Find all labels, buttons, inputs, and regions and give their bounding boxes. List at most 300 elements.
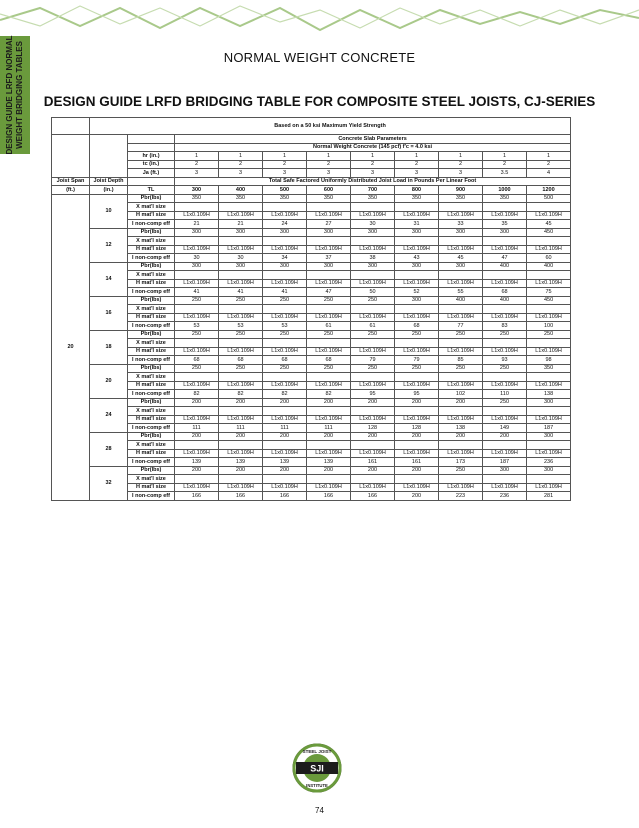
joist-depth-value: 18 xyxy=(90,330,128,364)
data-cell: L1x0.109H xyxy=(307,483,351,492)
data-cell xyxy=(219,339,263,348)
param-value: 2 xyxy=(351,160,395,169)
data-cell: 111 xyxy=(219,424,263,433)
data-cell: L1x0.109H xyxy=(483,381,527,390)
data-cell xyxy=(307,237,351,246)
data-cell: L1x0.109H xyxy=(351,415,395,424)
param-value: 3 xyxy=(351,169,395,178)
data-cell: L1x0.109H xyxy=(439,381,483,390)
data-cell: 75 xyxy=(527,288,571,297)
tl-value: 300 xyxy=(175,186,219,195)
data-cell: 50 xyxy=(351,288,395,297)
data-cell xyxy=(439,203,483,212)
row-label: I non-comp eff xyxy=(128,390,175,399)
data-cell xyxy=(483,271,527,280)
data-cell: L1x0.109H xyxy=(483,245,527,254)
data-cell: 139 xyxy=(263,458,307,467)
joist-depth-value: 24 xyxy=(90,398,128,432)
data-cell: L1x0.109H xyxy=(527,483,571,492)
data-cell: L1x0.109H xyxy=(527,245,571,254)
param-value: 3 xyxy=(395,169,439,178)
data-cell xyxy=(351,475,395,484)
table-row xyxy=(52,254,571,263)
data-cell xyxy=(439,339,483,348)
data-cell: 350 xyxy=(527,364,571,373)
data-cell: 281 xyxy=(527,492,571,501)
row-label: X mat'l size xyxy=(128,305,175,314)
data-cell: L1x0.109H xyxy=(351,449,395,458)
param-value: 1 xyxy=(307,152,351,161)
data-cell: 200 xyxy=(395,466,439,475)
data-cell xyxy=(263,237,307,246)
table-row xyxy=(52,415,571,424)
data-cell: 200 xyxy=(219,466,263,475)
page-number: 74 xyxy=(315,806,324,815)
data-cell: L1x0.109H xyxy=(395,245,439,254)
data-cell: 161 xyxy=(395,458,439,467)
param-value: 2 xyxy=(483,160,527,169)
data-cell: 250 xyxy=(263,330,307,339)
data-cell: 30 xyxy=(175,254,219,263)
data-cell: L1x0.109H xyxy=(175,347,219,356)
data-cell: 200 xyxy=(263,398,307,407)
table-row xyxy=(52,169,571,178)
table-row xyxy=(52,339,571,348)
blank-cell xyxy=(128,177,175,186)
data-cell: L1x0.109H xyxy=(219,279,263,288)
data-cell: L1x0.109H xyxy=(483,483,527,492)
data-cell xyxy=(351,373,395,382)
data-cell xyxy=(175,339,219,348)
data-cell: L1x0.109H xyxy=(483,415,527,424)
data-cell xyxy=(351,271,395,280)
row-label: I non-comp eff xyxy=(128,424,175,433)
tl-value: 800 xyxy=(395,186,439,195)
side-tab-line2: WEIGHT BRIDGING TABLES xyxy=(15,41,24,149)
table-row xyxy=(52,483,571,492)
data-cell: L1x0.109H xyxy=(219,483,263,492)
data-cell: 68 xyxy=(263,356,307,365)
data-cell: 250 xyxy=(527,330,571,339)
data-cell: 250 xyxy=(307,296,351,305)
tl-value: 1000 xyxy=(483,186,527,195)
table-row xyxy=(52,271,571,280)
data-cell: L1x0.109H xyxy=(439,313,483,322)
data-cell: 350 xyxy=(263,194,307,203)
data-cell: L1x0.109H xyxy=(351,483,395,492)
blank-cell xyxy=(90,135,128,178)
row-label: I non-comp eff xyxy=(128,458,175,467)
data-cell: 200 xyxy=(175,432,219,441)
data-cell: 300 xyxy=(219,228,263,237)
data-cell: L1x0.109H xyxy=(219,449,263,458)
data-cell: 250 xyxy=(263,364,307,373)
data-cell: L1x0.109H xyxy=(219,313,263,322)
data-cell: L1x0.109H xyxy=(307,415,351,424)
data-cell: 400 xyxy=(527,262,571,271)
data-cell: L1x0.109H xyxy=(351,279,395,288)
data-cell: L1x0.109H xyxy=(263,279,307,288)
data-cell: 33 xyxy=(439,220,483,229)
data-cell: 139 xyxy=(307,458,351,467)
data-cell: 250 xyxy=(483,330,527,339)
tl-label: TL xyxy=(128,186,175,195)
param-value: 2 xyxy=(307,160,351,169)
data-cell: 138 xyxy=(439,424,483,433)
data-cell: 300 xyxy=(527,432,571,441)
table-row xyxy=(52,118,571,135)
data-cell xyxy=(307,441,351,450)
param-value: 1 xyxy=(263,152,307,161)
data-cell: 250 xyxy=(175,330,219,339)
tl-value: 700 xyxy=(351,186,395,195)
data-cell xyxy=(439,407,483,416)
row-label: Pbr(lbs) xyxy=(128,364,175,373)
data-cell: L1x0.109H xyxy=(395,483,439,492)
data-cell: L1x0.109H xyxy=(483,279,527,288)
data-cell xyxy=(263,373,307,382)
data-cell: 35 xyxy=(483,220,527,229)
data-cell xyxy=(175,407,219,416)
data-cell: 200 xyxy=(395,432,439,441)
data-cell: 138 xyxy=(527,390,571,399)
data-cell: 200 xyxy=(395,492,439,501)
param-value: 2 xyxy=(263,160,307,169)
data-cell: L1x0.109H xyxy=(439,449,483,458)
data-cell: 82 xyxy=(175,390,219,399)
data-cell: L1x0.109H xyxy=(175,211,219,220)
data-cell: 27 xyxy=(307,220,351,229)
data-cell: 111 xyxy=(307,424,351,433)
data-cell: L1x0.109H xyxy=(175,313,219,322)
row-label: H mat'l size xyxy=(128,313,175,322)
data-cell xyxy=(395,407,439,416)
data-cell: 223 xyxy=(439,492,483,501)
data-cell xyxy=(351,339,395,348)
data-cell xyxy=(527,407,571,416)
data-cell: 111 xyxy=(175,424,219,433)
data-cell: L1x0.109H xyxy=(527,279,571,288)
data-cell xyxy=(439,271,483,280)
row-label: H mat'l size xyxy=(128,211,175,220)
blank-cell xyxy=(52,118,90,135)
table-row xyxy=(52,458,571,467)
data-cell xyxy=(395,475,439,484)
table-row xyxy=(52,492,571,501)
data-cell: L1x0.109H xyxy=(351,313,395,322)
data-cell: L1x0.109H xyxy=(219,347,263,356)
data-cell: 300 xyxy=(351,262,395,271)
data-cell: 41 xyxy=(263,288,307,297)
row-label: Pbr(lbs) xyxy=(128,296,175,305)
data-cell: 200 xyxy=(439,432,483,441)
blank-cell xyxy=(128,143,175,152)
logo-center-text: SJI xyxy=(310,763,324,774)
param-label: tc (in.) xyxy=(128,160,175,169)
param-value: 3 xyxy=(263,169,307,178)
basis-note: Based on a 50 ksi Maximum Yield Strength xyxy=(90,118,571,135)
param-value: 3 xyxy=(219,169,263,178)
data-cell: 400 xyxy=(483,296,527,305)
data-cell: 166 xyxy=(263,492,307,501)
data-cell: 500 xyxy=(527,194,571,203)
param-value: 1 xyxy=(483,152,527,161)
data-cell: 200 xyxy=(483,432,527,441)
data-cell xyxy=(263,475,307,484)
data-cell: 82 xyxy=(263,390,307,399)
data-cell xyxy=(219,475,263,484)
data-cell xyxy=(307,203,351,212)
data-cell: 300 xyxy=(395,262,439,271)
data-cell: 47 xyxy=(483,254,527,263)
data-cell xyxy=(527,441,571,450)
data-cell: L1x0.109H xyxy=(307,313,351,322)
data-cell: 82 xyxy=(307,390,351,399)
data-cell xyxy=(483,373,527,382)
joist-depth-value: 28 xyxy=(90,432,128,466)
data-cell xyxy=(351,441,395,450)
data-cell: L1x0.109H xyxy=(263,483,307,492)
load-title: Total Safe Factored Uniformly Distributed Joist Load in Pounds Per Linear Foot xyxy=(175,177,571,186)
table-row xyxy=(52,407,571,416)
joist-depth-value: 32 xyxy=(90,466,128,500)
data-cell: 30 xyxy=(219,254,263,263)
data-cell: 187 xyxy=(527,424,571,433)
table-row xyxy=(52,135,571,144)
param-value: 1 xyxy=(395,152,439,161)
data-cell: 166 xyxy=(175,492,219,501)
data-cell xyxy=(439,441,483,450)
data-cell xyxy=(219,305,263,314)
data-cell: 43 xyxy=(395,254,439,263)
data-cell: L1x0.109H xyxy=(263,245,307,254)
joist-depth-value: 14 xyxy=(90,262,128,296)
data-cell: L1x0.109H xyxy=(175,483,219,492)
param-value: 1 xyxy=(175,152,219,161)
data-cell: 200 xyxy=(307,466,351,475)
data-cell xyxy=(483,407,527,416)
data-cell xyxy=(395,237,439,246)
data-cell xyxy=(219,203,263,212)
data-cell: 139 xyxy=(175,458,219,467)
data-cell: L1x0.109H xyxy=(263,313,307,322)
data-cell: 41 xyxy=(175,288,219,297)
data-cell: 24 xyxy=(263,220,307,229)
data-cell: 53 xyxy=(263,322,307,331)
data-cell xyxy=(483,475,527,484)
data-cell: 98 xyxy=(527,356,571,365)
table-row xyxy=(52,228,571,237)
data-cell xyxy=(483,203,527,212)
logo-bottom-text: INSTITUTE xyxy=(306,783,328,788)
col-joist-span: Joist Span xyxy=(52,177,90,186)
data-cell: 250 xyxy=(351,330,395,339)
data-cell xyxy=(439,305,483,314)
table-row xyxy=(52,432,571,441)
data-cell: L1x0.109H xyxy=(395,211,439,220)
data-cell xyxy=(527,237,571,246)
data-cell: 128 xyxy=(351,424,395,433)
data-cell: 102 xyxy=(439,390,483,399)
data-cell: 300 xyxy=(175,228,219,237)
data-cell: 250 xyxy=(307,364,351,373)
data-cell: 450 xyxy=(527,296,571,305)
data-cell xyxy=(439,475,483,484)
data-cell: 250 xyxy=(395,364,439,373)
data-cell: L1x0.109H xyxy=(527,347,571,356)
data-cell: 236 xyxy=(483,492,527,501)
data-cell xyxy=(395,271,439,280)
data-cell: L1x0.109H xyxy=(175,449,219,458)
row-label: I non-comp eff xyxy=(128,254,175,263)
data-cell: 300 xyxy=(351,228,395,237)
tl-value: 400 xyxy=(219,186,263,195)
data-cell: 173 xyxy=(439,458,483,467)
data-cell: 68 xyxy=(395,322,439,331)
param-value: 2 xyxy=(219,160,263,169)
row-label: I non-comp eff xyxy=(128,492,175,501)
data-cell: 300 xyxy=(307,262,351,271)
data-cell: L1x0.109H xyxy=(483,449,527,458)
data-cell: L1x0.109H xyxy=(527,381,571,390)
data-cell xyxy=(483,441,527,450)
data-cell: 250 xyxy=(307,330,351,339)
data-cell: L1x0.109H xyxy=(439,415,483,424)
data-cell: L1x0.109H xyxy=(307,245,351,254)
blank-cell xyxy=(128,135,175,144)
param-value: 3 xyxy=(175,169,219,178)
data-cell: 41 xyxy=(219,288,263,297)
data-cell: 300 xyxy=(439,262,483,271)
data-cell: 31 xyxy=(395,220,439,229)
data-cell xyxy=(307,407,351,416)
param-value: 4 xyxy=(527,169,571,178)
section-title: NORMAL WEIGHT CONCRETE xyxy=(223,50,416,65)
data-cell: L1x0.109H xyxy=(351,245,395,254)
row-label: Pbr(lbs) xyxy=(128,432,175,441)
data-cell xyxy=(395,203,439,212)
data-cell: 300 xyxy=(263,228,307,237)
data-cell xyxy=(175,475,219,484)
data-cell: L1x0.109H xyxy=(351,381,395,390)
data-cell: L1x0.109H xyxy=(395,279,439,288)
data-cell: 350 xyxy=(175,194,219,203)
data-cell: 350 xyxy=(351,194,395,203)
data-cell: 53 xyxy=(219,322,263,331)
data-cell: 61 xyxy=(307,322,351,331)
data-cell xyxy=(395,441,439,450)
data-cell: L1x0.109H xyxy=(175,279,219,288)
table-row xyxy=(52,364,571,373)
joist-depth-value: 10 xyxy=(90,194,128,228)
joist-depth-value: 12 xyxy=(90,228,128,262)
param-value: 1 xyxy=(439,152,483,161)
table-row xyxy=(52,330,571,339)
data-cell: 300 xyxy=(219,262,263,271)
data-cell: L1x0.109H xyxy=(263,211,307,220)
data-cell: 300 xyxy=(439,228,483,237)
row-label: X mat'l size xyxy=(128,271,175,280)
data-cell: 300 xyxy=(483,228,527,237)
params-title: Concrete Slab Parameters xyxy=(175,135,571,144)
data-cell: 37 xyxy=(307,254,351,263)
table-row xyxy=(52,288,571,297)
params-subtitle: Normal Weight Concrete (145 pcf) f'c = 4.0 ksi xyxy=(175,143,571,152)
param-value: 3.5 xyxy=(483,169,527,178)
data-cell: L1x0.109H xyxy=(263,347,307,356)
data-cell: 250 xyxy=(439,466,483,475)
data-cell: L1x0.109H xyxy=(219,211,263,220)
data-cell: L1x0.109H xyxy=(395,449,439,458)
table-row xyxy=(52,398,571,407)
data-cell: 200 xyxy=(263,466,307,475)
data-cell xyxy=(175,441,219,450)
data-cell: L1x0.109H xyxy=(527,415,571,424)
data-cell xyxy=(527,203,571,212)
data-cell: 300 xyxy=(175,262,219,271)
data-cell: 200 xyxy=(307,432,351,441)
data-cell xyxy=(351,305,395,314)
data-cell: 53 xyxy=(175,322,219,331)
data-cell: 45 xyxy=(439,254,483,263)
data-cell: L1x0.109H xyxy=(439,245,483,254)
table-row xyxy=(52,424,571,433)
param-label: hr (in.) xyxy=(128,152,175,161)
logo-top-text: STEEL JOIST xyxy=(302,749,332,754)
data-cell: L1x0.109H xyxy=(175,381,219,390)
data-cell xyxy=(263,271,307,280)
row-label: H mat'l size xyxy=(128,449,175,458)
data-cell: L1x0.109H xyxy=(263,449,307,458)
zigzag-header-decoration xyxy=(0,0,639,34)
data-cell: 250 xyxy=(351,296,395,305)
data-cell: 350 xyxy=(439,194,483,203)
table-row xyxy=(52,449,571,458)
row-label: X mat'l size xyxy=(128,441,175,450)
data-cell xyxy=(219,237,263,246)
row-label: H mat'l size xyxy=(128,245,175,254)
data-cell: L1x0.109H xyxy=(219,245,263,254)
data-cell: L1x0.109H xyxy=(483,347,527,356)
data-cell: 82 xyxy=(219,390,263,399)
data-cell: L1x0.109H xyxy=(175,245,219,254)
data-cell: L1x0.109H xyxy=(219,381,263,390)
data-cell: 161 xyxy=(351,458,395,467)
table-row xyxy=(52,466,571,475)
data-cell: 300 xyxy=(527,466,571,475)
data-cell: 300 xyxy=(483,466,527,475)
data-cell: 200 xyxy=(395,398,439,407)
data-cell: 300 xyxy=(263,262,307,271)
data-cell: 110 xyxy=(483,390,527,399)
data-cell xyxy=(395,373,439,382)
data-cell xyxy=(263,305,307,314)
row-label: H mat'l size xyxy=(128,279,175,288)
data-cell: L1x0.109H xyxy=(395,313,439,322)
data-cell xyxy=(527,305,571,314)
data-cell: 166 xyxy=(307,492,351,501)
param-label: Ja (ft.) xyxy=(128,169,175,178)
data-cell: 45 xyxy=(527,220,571,229)
data-cell: L1x0.109H xyxy=(483,313,527,322)
row-label: I non-comp eff xyxy=(128,356,175,365)
data-cell: 38 xyxy=(351,254,395,263)
data-cell: 79 xyxy=(395,356,439,365)
data-cell: L1x0.109H xyxy=(307,211,351,220)
data-cell: 250 xyxy=(219,296,263,305)
data-cell: 68 xyxy=(219,356,263,365)
data-cell: L1x0.109H xyxy=(395,381,439,390)
